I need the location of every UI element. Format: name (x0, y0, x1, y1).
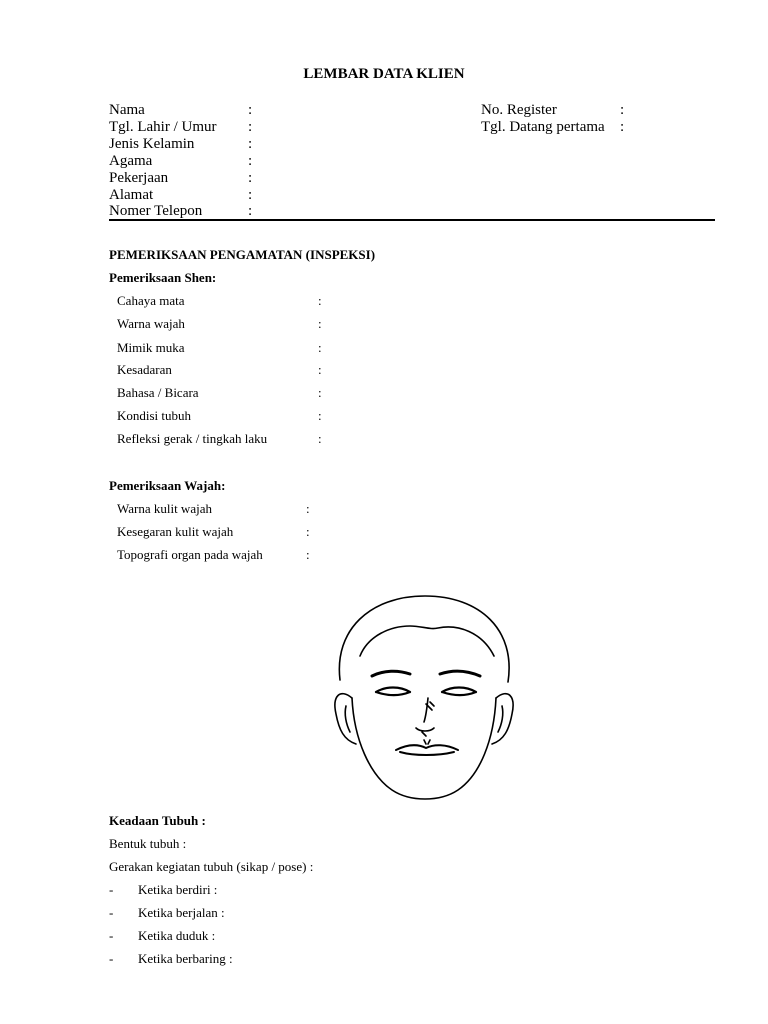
bullet-dash: - (109, 882, 114, 897)
field-separator: : (248, 170, 253, 186)
field-separator: : (620, 119, 625, 135)
field-separator: : (248, 153, 253, 169)
shen-item-label: Mimik muka (117, 340, 185, 355)
inspection-heading: PEMERIKSAAN PENGAMATAN (INSPEKSI) (109, 247, 376, 262)
field-label-agama: Agama (109, 153, 153, 169)
field-separator: : (248, 187, 253, 203)
bullet-dash: - (109, 951, 114, 966)
field-label-no-register: No. Register (481, 102, 557, 118)
shen-item-label: Kondisi tubuh (117, 408, 192, 423)
field-separator: : (318, 362, 322, 377)
wajah-item-label: Kesegaran kulit wajah (117, 524, 234, 539)
field-label-pekerjaan: Pekerjaan (109, 170, 169, 186)
bullet-dash: - (109, 905, 114, 920)
field-separator: : (248, 136, 253, 152)
wajah-item-label: Topografi organ pada wajah (117, 547, 263, 562)
shen-item-label: Cahaya mata (117, 293, 185, 308)
left-eye (376, 688, 410, 696)
right-eye (442, 688, 476, 696)
field-separator: : (318, 431, 322, 446)
wajah-item-label: Warna kulit wajah (117, 501, 212, 516)
field-separator: : (620, 102, 625, 118)
body-movement-label: Gerakan kegiatan tubuh (sikap / pose) : (109, 859, 314, 874)
field-separator: : (318, 408, 322, 423)
hairline (360, 626, 494, 656)
right-eyebrow (440, 671, 480, 676)
posture-item: Ketika duduk : (138, 928, 216, 943)
field-label-tgl-lahir: Tgl. Lahir / Umur (109, 119, 217, 135)
field-label-jenis-kelamin: Jenis Kelamin (109, 136, 195, 152)
left-eyebrow (372, 671, 410, 676)
shen-item-label: Bahasa / Bicara (117, 385, 199, 400)
field-label-tgl-datang: Tgl. Datang pertama (481, 119, 605, 135)
bullet-dash: - (109, 928, 114, 943)
field-separator: : (306, 547, 310, 562)
field-separator: : (318, 316, 322, 331)
field-separator: : (318, 385, 322, 400)
shen-item-label: Warna wajah (117, 316, 185, 331)
field-separator: : (306, 501, 310, 516)
posture-item: Ketika berdiri : (138, 882, 218, 897)
face-contour (352, 698, 496, 799)
header-divider (109, 219, 715, 221)
page-title: LEMBAR DATA KLIEN (303, 66, 465, 82)
field-separator: : (248, 119, 253, 135)
field-separator: : (248, 203, 253, 219)
field-separator: : (248, 102, 253, 118)
shen-item-label: Kesadaran (117, 362, 172, 377)
shen-heading: Pemeriksaan Shen: (109, 270, 217, 285)
body-shape-label: Bentuk tubuh : (109, 836, 187, 851)
face-outline-drawing (330, 590, 520, 810)
head-outline (339, 596, 509, 682)
shen-item-label: Refleksi gerak / tingkah laku (117, 431, 268, 446)
field-label-alamat: Alamat (109, 187, 154, 203)
field-separator: : (306, 524, 310, 539)
field-label-nama: Nama (109, 102, 145, 118)
field-separator: : (318, 340, 322, 355)
posture-item: Ketika berbaring : (138, 951, 233, 966)
body-heading: Keadaan Tubuh : (109, 813, 206, 828)
field-label-nomer-telepon: Nomer Telepon (109, 203, 203, 219)
field-separator: : (318, 293, 322, 308)
wajah-heading: Pemeriksaan Wajah: (109, 478, 226, 493)
mouth (396, 745, 458, 755)
posture-item: Ketika berjalan : (138, 905, 225, 920)
